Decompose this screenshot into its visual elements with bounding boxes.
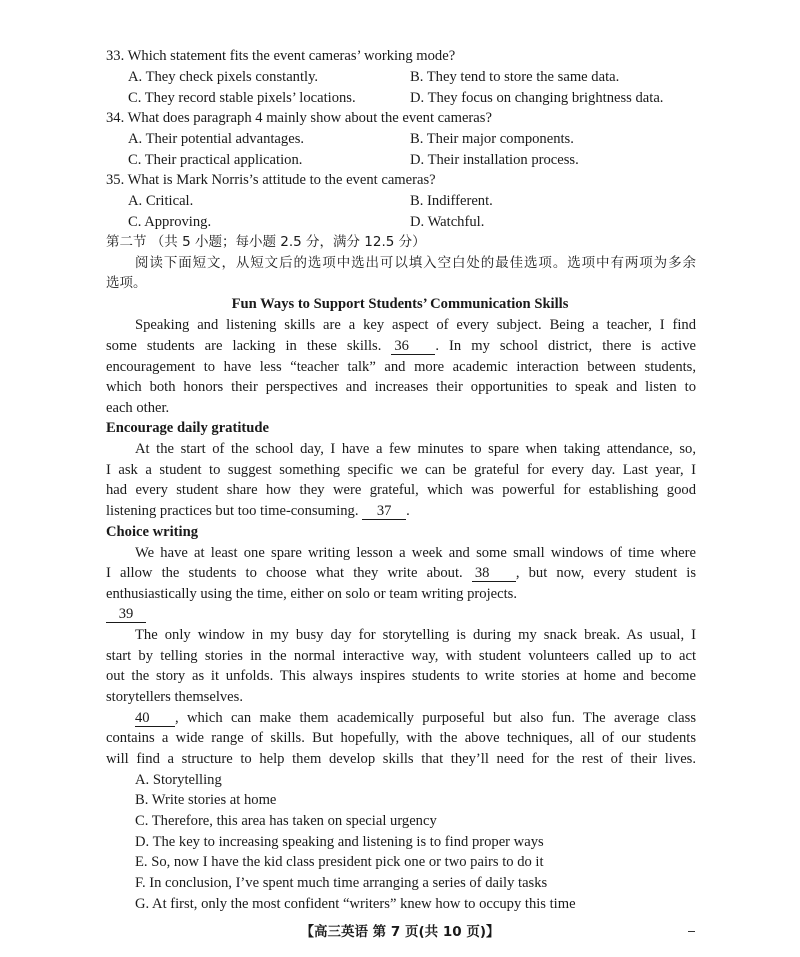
question-34-option-d: D. Their installation process. [410, 152, 579, 168]
blank-36: 36 [391, 339, 435, 355]
question-35-option-b: B. Indifferent. [410, 193, 493, 209]
footer-mark [688, 931, 695, 932]
paragraph-4-line: start by telling stories in the normal interactive way, with student volunteers called up to act [106, 648, 696, 664]
question-35-option-d: D. Watchful. [410, 214, 485, 230]
paragraph-4-line: The only window in my busy day for storytelling is during my snack break. As usual, I [135, 627, 696, 643]
blank-38: 38 [472, 566, 516, 582]
paragraph-1-text: some students are lacking in these skills. [106, 338, 382, 354]
question-33-option-a: A. They check pixels constantly. [128, 69, 319, 85]
question-33-stem: 33. Which statement fits the event cameras’ working mode? [106, 48, 456, 64]
paragraph-5-line: will find a structure to help them develop skills that they’ll need for the rest of their lives. [106, 751, 696, 767]
paragraph-2-line [106, 504, 410, 520]
section-heading-choice-writing: Choice writing [106, 524, 199, 540]
blank-40: 40 [135, 711, 175, 727]
paragraph-5-line: contains a wide range of skills. But hopefully, with the above techniques, all of our students [106, 730, 696, 746]
paragraph-1-line: each other. [106, 400, 170, 416]
paragraph-3-line: enthusiastically using the time, either on solo or team writing projects. [106, 586, 517, 602]
page-footer: 【高三英语 第 7 页(共 10 页)】 [300, 924, 500, 940]
paragraph-2-line: had every student share how they were grateful, which was powerful for establishing good [106, 482, 696, 498]
paragraph-1-line: encouragement to have less “teacher talk” and more academic interaction between students, [106, 359, 696, 375]
question-35-option-c: C. Approving. [128, 214, 212, 230]
paragraph-4-line: storytellers themselves. [106, 689, 243, 705]
choice-a: A. Storytelling [135, 772, 222, 788]
paragraph-1-line [106, 339, 696, 355]
choice-d: D. The key to increasing speaking and listening is to find proper ways [135, 834, 544, 850]
paragraph-2-line: I ask a student to suggest something specific we can be grateful for every day. Last year, I [106, 462, 696, 478]
question-34-option-b: B. Their major components. [410, 131, 574, 147]
paragraph-1-line: which both honors their perspectives and increases their opportunities to speak and listen to [106, 379, 696, 395]
question-35-option-a: A. Critical. [128, 193, 194, 209]
question-33-option-c: C. They record stable pixels’ locations. [128, 90, 356, 106]
paragraph-3-text: , but now, every student is [515, 565, 696, 581]
section-2-instruction-cont: 选项。 [106, 275, 147, 291]
choice-b: B. Write stories at home [135, 792, 277, 808]
question-34-option-a: A. Their potential advantages. [128, 131, 305, 147]
paragraph-5-text: , which can make them academically purposeful but also fun. The average class [175, 710, 696, 726]
paragraph-3-line: We have at least one spare writing lesson a week and some small windows of time where [135, 545, 696, 561]
section-2-instruction: 阅读下面短文，从短文后的选项中选出可以填入空白处的最佳选项。选项中有两项为多余 [135, 255, 696, 271]
question-34-option-c: C. Their practical application. [128, 152, 303, 168]
choice-c: C. Therefore, this area has taken on special urgency [135, 813, 437, 829]
question-33-option-b: B. They tend to store the same data. [410, 69, 620, 85]
paragraph-3-line [106, 566, 696, 582]
paragraph-4-line: out the story as it unfolds. This always inspires students to write stories at home and become [106, 668, 696, 684]
paragraph-2-text: . [406, 503, 410, 519]
heading-blank-row [106, 607, 146, 623]
question-33-option-d: D. They focus on changing brightness data. [410, 90, 664, 106]
question-34-stem: 34. What does paragraph 4 mainly show about the event cameras? [106, 110, 492, 126]
choice-g: G. At first, only the most confident “writers” knew how to occupy this time [135, 896, 576, 912]
section-heading-gratitude: Encourage daily gratitude [106, 420, 269, 436]
paragraph-5-line [135, 711, 696, 727]
paragraph-2-line: At the start of the school day, I have a few minutes to spare when taking attendance, so, [135, 441, 696, 457]
blank-37: 37 [362, 504, 406, 520]
question-35-stem: 35. What is Mark Norris’s attitude to the event cameras? [106, 172, 436, 188]
passage-title: Fun Ways to Support Students’ Communication Skills [231, 296, 569, 312]
paragraph-1-text: . In my school district, there is active [435, 338, 696, 354]
choice-f: F. In conclusion, I’ve spent much time arranging a series of daily tasks [135, 875, 548, 891]
section-2-header: 第二节 （共 5 小题；每小题 2.5 分，满分 12.5 分） [106, 234, 426, 250]
blank-39: 39 [106, 607, 146, 623]
paragraph-3-text: I allow the students to choose what they write about. [106, 565, 463, 581]
paragraph-2-text: listening practices but too time-consuming. [106, 503, 359, 519]
paragraph-1-line: Speaking and listening skills are a key aspect of every subject. Being a teacher, I find [135, 317, 696, 333]
choice-e: E. So, now I have the kid class president pick one or two pairs to do it [135, 854, 544, 870]
